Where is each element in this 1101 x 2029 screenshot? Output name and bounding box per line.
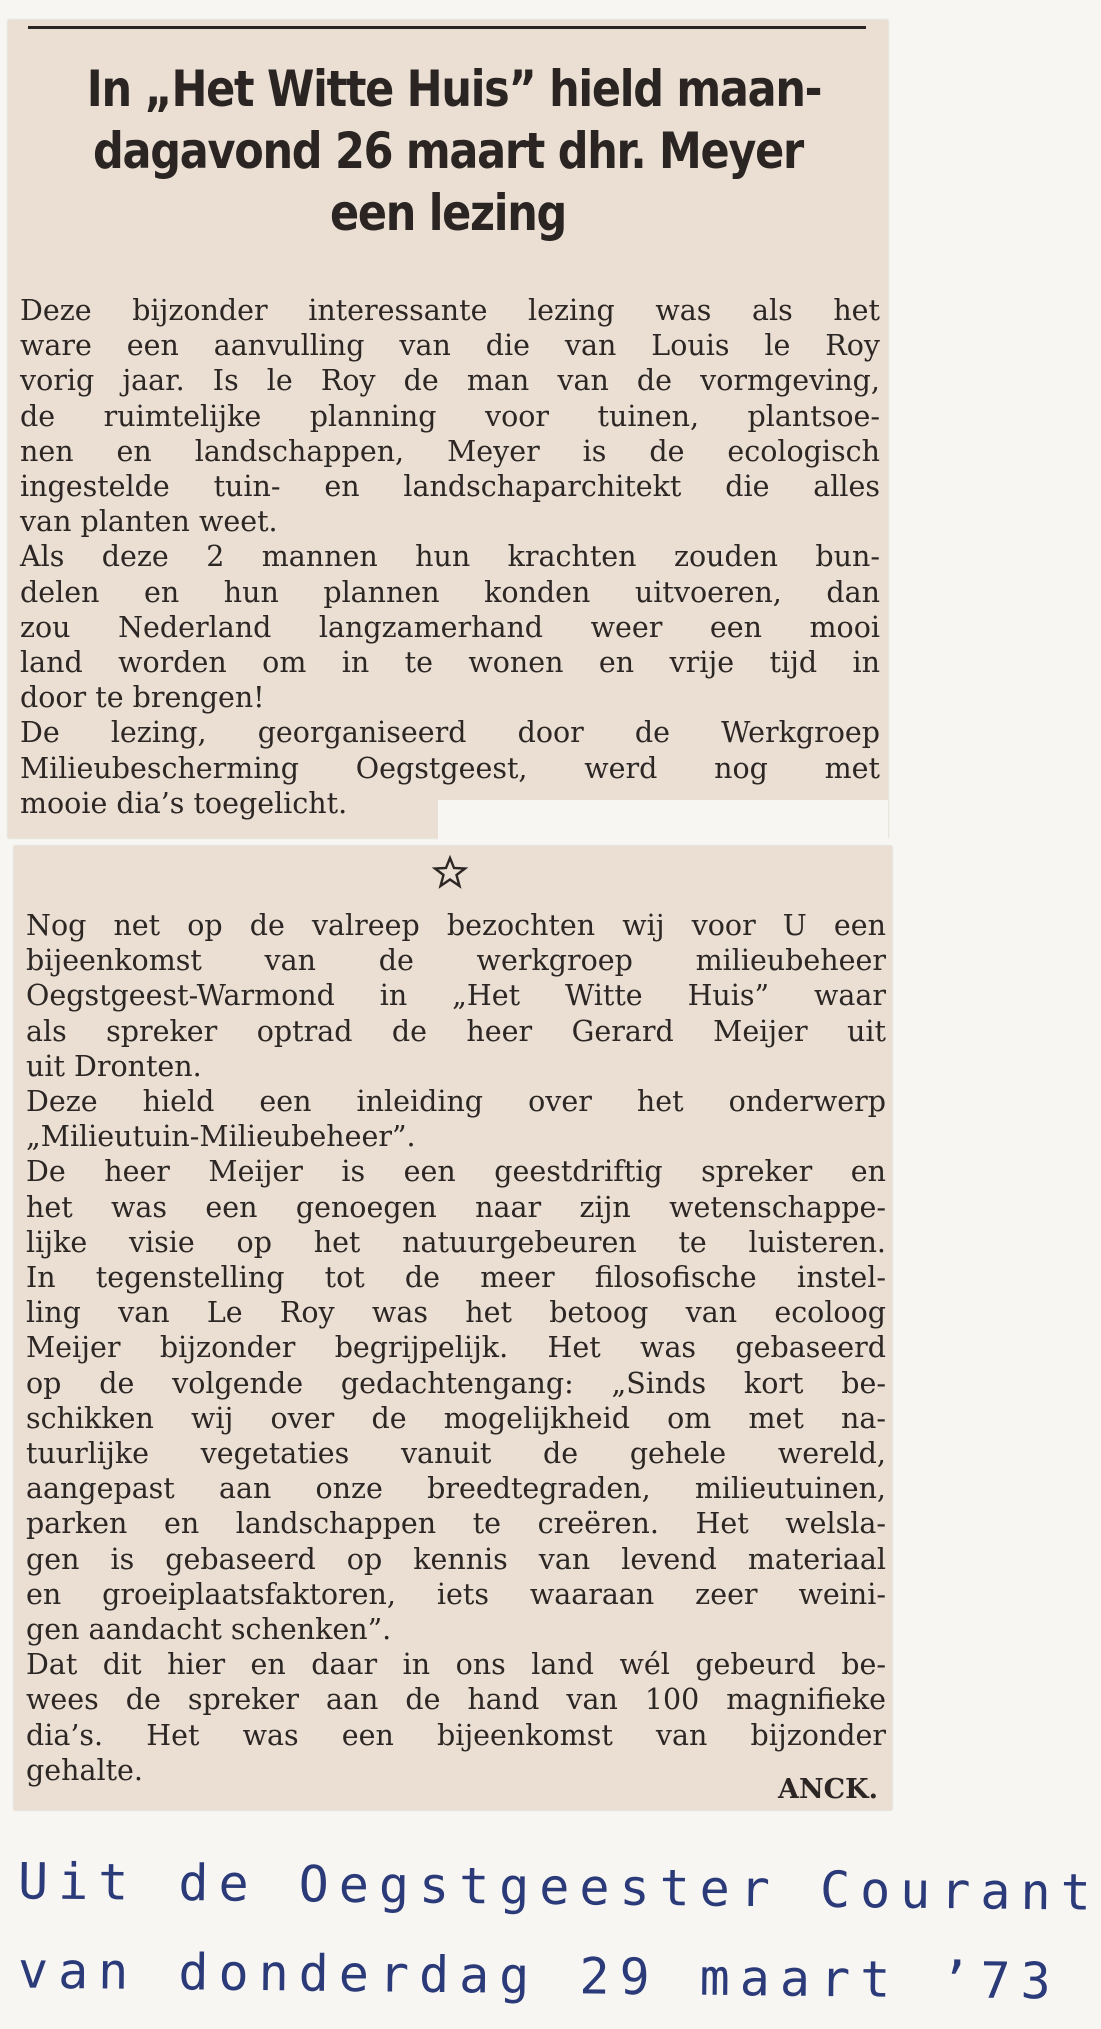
text-line: op de volgende gedachtengang: „Sinds kort be- — [26, 1366, 886, 1400]
text-line: lijke visie op het natuurgebeuren te luisteren. — [26, 1225, 886, 1259]
text-line: De heer Meijer is een geestdriftig spreker en — [26, 1155, 886, 1189]
text-line: dia’s. Het was een bijeenkomst van bijzonder — [26, 1718, 886, 1752]
text-line: schikken wij over de mogelijkheid om met na- — [26, 1401, 886, 1435]
handwritten-date-line: van donderdag 29 maart ’73 — [17, 1941, 1061, 2011]
text-line: Milieubescherming Oegstgeest, werd nog met — [20, 751, 880, 785]
text-line: het was een genoegen naar zijn wetenschappe- — [26, 1190, 886, 1224]
text-line: vorig jaar. Is le Roy de man van de vormgeving, — [20, 364, 880, 398]
text-line: nen en landschappen, Meyer is de ecologisch — [20, 434, 880, 468]
text-line: bijeenkomst van de werkgroep milieubeheer — [26, 944, 886, 978]
author-signature: ANCK. — [778, 1774, 878, 1805]
text-line: mooie dia’s toegelicht. — [20, 786, 348, 820]
text-line: land worden om in te wonen en vrije tijd in — [20, 646, 880, 680]
handwritten-source-line: Uit de Oegstgeester Courant — [17, 1852, 1101, 1922]
text-line: als spreker optrad de heer Gerard Meijer uit — [26, 1014, 886, 1048]
text-line: Deze hield een inleiding over het onderwerp — [26, 1085, 886, 1119]
top-rule — [28, 26, 866, 29]
text-line: parken en landschappen te creëren. Het welsla- — [26, 1507, 886, 1541]
article-1-body — [20, 293, 880, 821]
text-line: gen is gebaseerd op kennis van levend materiaal — [26, 1542, 886, 1576]
text-line: aangepast aan onze breedtegraden, milieutuinen, — [26, 1472, 886, 1506]
article-2-body — [26, 908, 886, 1788]
text-line: tuurlijke vegetaties vanuit de gehele wereld, — [26, 1437, 886, 1471]
text-line: gehalte. — [26, 1753, 143, 1787]
text-line: en groeiplaatsfaktoren, iets waaraan zeer weini- — [26, 1577, 886, 1611]
text-line: delen en hun plannen konden uitvoeren, dan — [20, 575, 880, 609]
text-line: Oegstgeest-Warmond in „Het Witte Huis” waar — [26, 979, 886, 1013]
text-line: ware een aanvulling van die van Louis le Roy — [20, 329, 880, 363]
text-line: Meijer bijzonder begrijpelijk. Het was gebaseerd — [26, 1331, 886, 1365]
text-line: de ruimtelijke planning voor tuinen, plantsoe- — [20, 399, 880, 433]
text-line: In tegenstelling tot de meer filosofische instel- — [26, 1261, 886, 1295]
text-line: door te brengen! — [20, 681, 265, 715]
headline-line: dagavond 26 maart dhr. Meyer — [93, 122, 803, 180]
text-line: zou Nederland langzamerhand weer een mooi — [20, 610, 880, 644]
text-line: Nog net op de valreep bezochten wij voor U een — [26, 909, 886, 942]
text-line: Deze bijzonder interessante lezing was als het — [20, 294, 880, 327]
text-line: gen aandacht schenken”. — [26, 1613, 392, 1647]
clipping-cut-edge — [438, 800, 888, 844]
text-line: „Milieutuin-Milieubeheer”. — [26, 1120, 416, 1154]
text-line: van planten weet. — [20, 505, 278, 539]
star-outline-icon — [434, 856, 466, 888]
headline-line: In „Het Witte Huis” hield maan- — [86, 60, 822, 118]
text-line: ling van Le Roy was het betoog van ecoloog — [26, 1296, 886, 1330]
text-line: Als deze 2 mannen hun krachten zouden bun- — [20, 540, 880, 574]
text-line: ingestelde tuin- en landschaparchitekt die alles — [20, 470, 880, 504]
headline-line: een lezing — [329, 184, 567, 242]
text-line: Dat dit hier en daar in ons land wél gebeurd be- — [26, 1648, 886, 1682]
text-line: uit Dronten. — [26, 1049, 202, 1083]
article-headline — [86, 58, 822, 244]
text-line: De lezing, georganiseerd door de Werkgroep — [20, 716, 880, 750]
clipping-article-2 — [14, 846, 892, 1810]
clipping-article-1 — [8, 20, 888, 838]
text-line: wees de spreker aan de hand van 100 magnifieke — [26, 1683, 886, 1717]
